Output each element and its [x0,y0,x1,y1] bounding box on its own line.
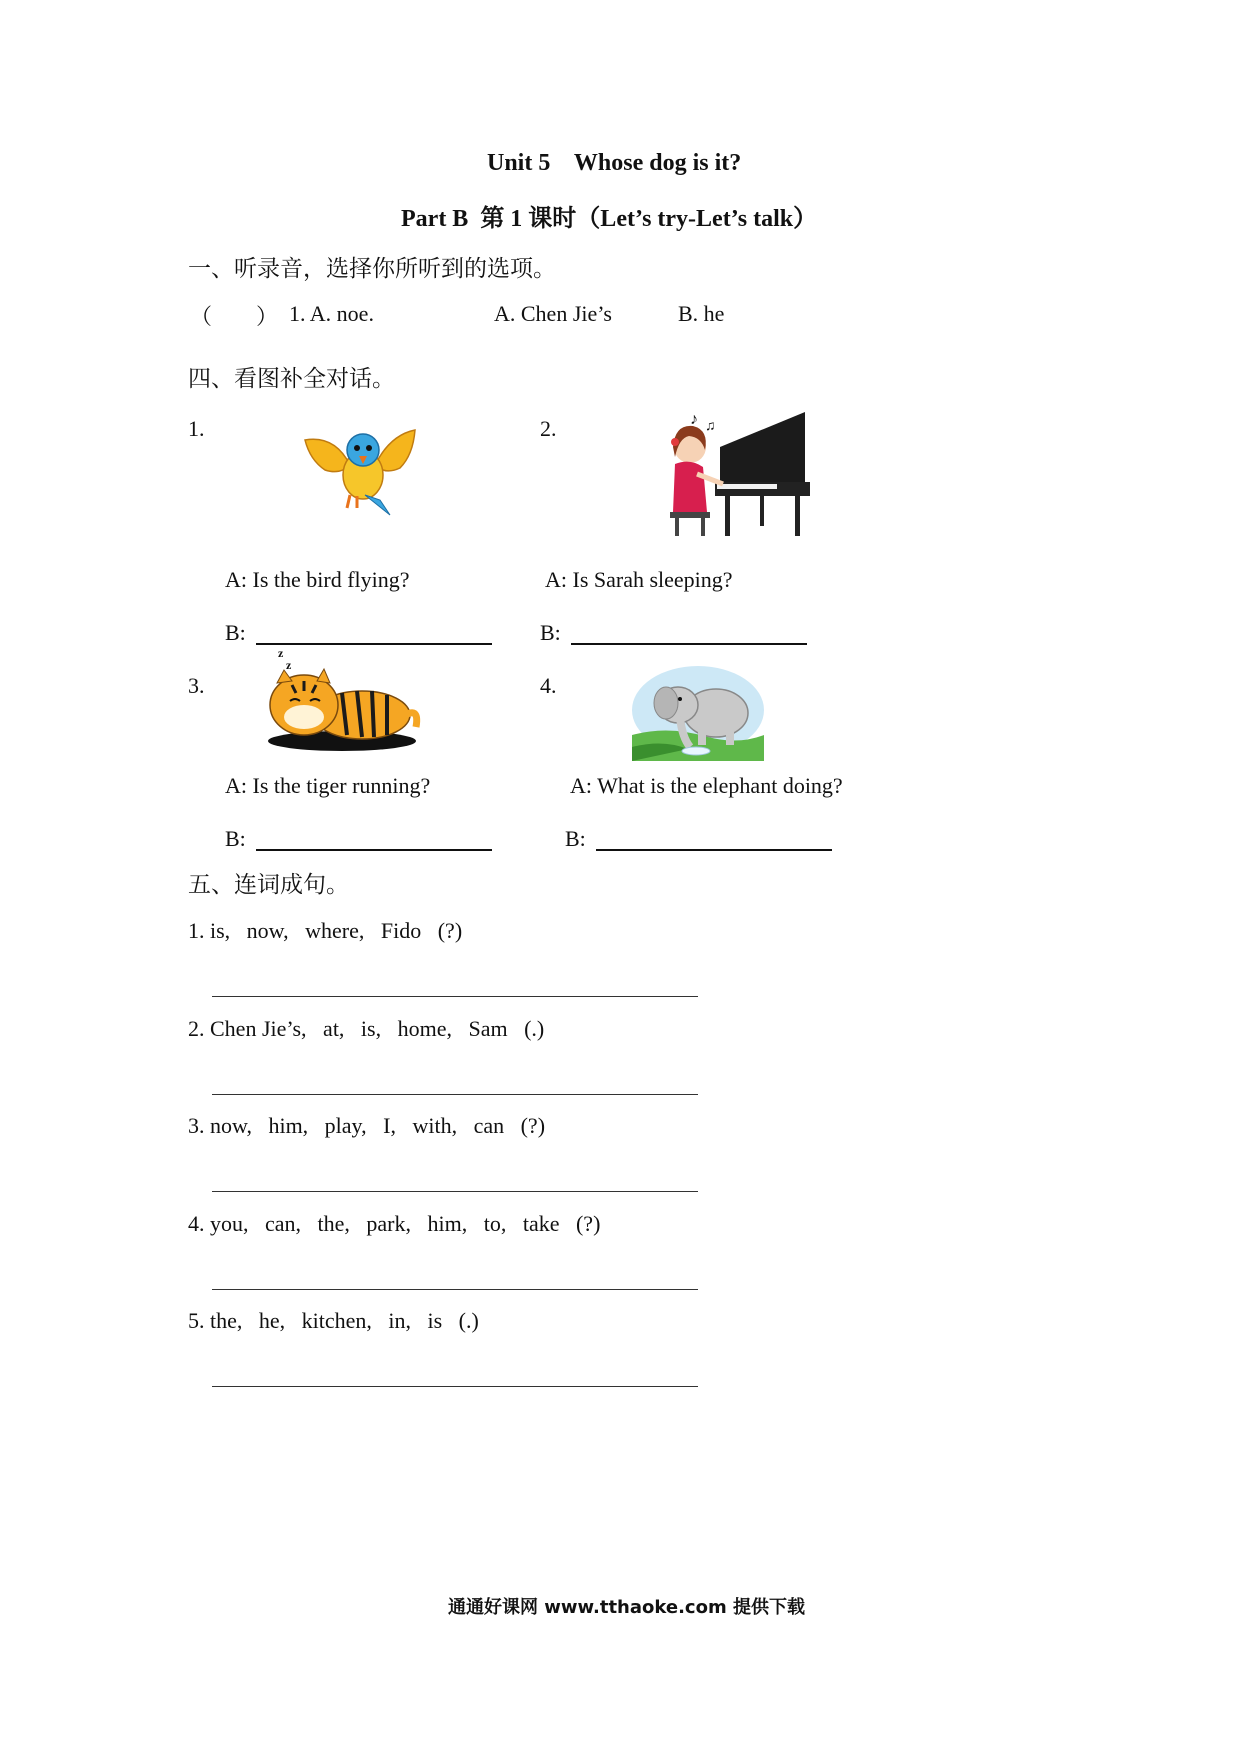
sentence-answer-line-4[interactable] [212,1289,698,1290]
sentence-item-4: 4. you, can, the, park, him, to, take (?) [188,1211,601,1236]
item-1-answer-label: B: [225,620,246,645]
answer-bracket: （ ） [190,304,279,329]
sentence-answer-line-5[interactable] [212,1386,698,1387]
item-number: 2. [540,416,557,441]
sentence-answer-line-3[interactable] [212,1191,698,1192]
svg-text:♫: ♫ [705,419,716,434]
item-number: 1. [188,416,205,441]
svg-text:z: z [278,646,284,660]
item-3-question: A: Is the tiger running? [225,773,431,798]
item-2-answer-blank[interactable] [571,643,807,645]
sentence-item-3: 3. now, him, play, I, with, can (?) [188,1113,546,1138]
item-number: 3. [188,673,205,698]
section-5-heading: 五、连词成句。 [188,872,349,898]
sentence-item-5: 5. the, he, kitchen, in, is (.) [188,1308,479,1333]
svg-text:z: z [286,658,292,672]
sentence-answer-line-1[interactable] [212,996,698,997]
item-4-answer-label: B: [565,826,586,851]
sentence-item-1: 1. is, now, where, Fido (?) [188,918,463,943]
item-3-answer-blank[interactable] [256,849,492,851]
option-a: A. Chen Jie’s [494,301,612,326]
sentence-item-2: 2. Chen Jie’s, at, is, home, Sam (.) [188,1016,545,1041]
item-4-question: A: What is the elephant doing? [570,773,843,798]
item-4-answer-blank[interactable] [596,849,832,851]
bird-icon [295,420,425,520]
item-1-question: A: Is the bird flying? [225,567,410,592]
svg-text:♪: ♪ [690,411,698,428]
elephant-icon [628,665,768,765]
sleeping-tiger-icon [262,645,422,755]
page-subtitle: Part B 第 1 课时（Let’s try-Let’s talk） [401,206,818,232]
item-number: 4. [540,673,557,698]
option-b: B. he [678,301,725,326]
item-2-question: A: Is Sarah sleeping? [545,567,733,592]
footer-text: 通通好课网 www.tthaoke.com 提供下载 [448,1597,805,1618]
question-1-option: 1. A. noe. [289,301,374,326]
section-1-heading: 一、听录音，选择你所听到的选项。 [188,256,556,282]
sentence-answer-line-2[interactable] [212,1094,698,1095]
girl-playing-piano-icon [645,412,815,542]
section-4-heading: 四、看图补全对话。 [188,366,395,392]
item-2-answer-label: B: [540,620,561,645]
item-3-answer-label: B: [225,826,246,851]
page-title: Unit 5 Whose dog is it? [487,150,742,176]
